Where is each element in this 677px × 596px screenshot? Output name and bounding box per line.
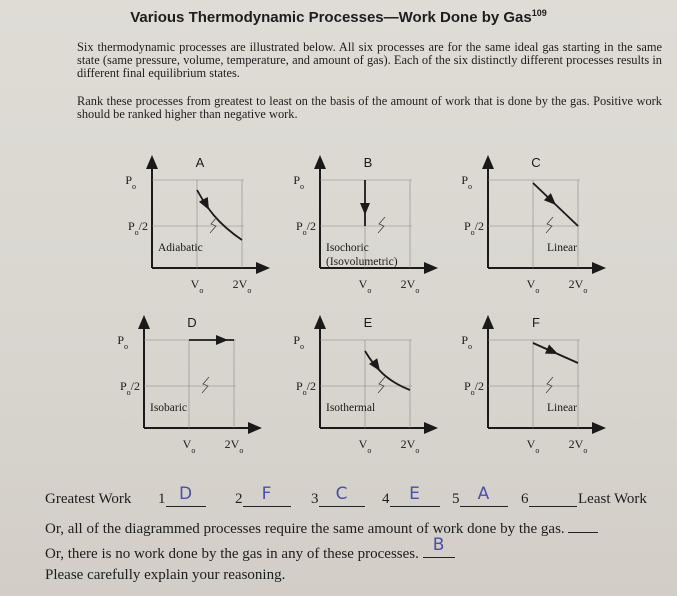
process-path <box>197 190 242 240</box>
explain-prompt: Please carefully explain your reasoning. <box>45 567 286 583</box>
rank-1-number: 1 <box>158 491 166 507</box>
greatest-work-label: Greatest Work <box>45 491 132 507</box>
subscript: o <box>583 445 588 455</box>
rank-4 <box>382 484 420 508</box>
subscript: o <box>367 285 372 295</box>
process-label: Adiabatic <box>158 242 203 254</box>
half: /2 <box>306 379 316 393</box>
no-work-option <box>45 535 455 563</box>
page-title <box>0 8 677 26</box>
graph-b-svg <box>280 153 440 298</box>
p-label: $P_o$ <box>125 173 136 191</box>
p-label: $P_o$ <box>293 333 304 351</box>
graph-letter: E <box>363 315 373 330</box>
squiggle-icon <box>210 217 217 233</box>
subscript: o <box>470 227 475 237</box>
squiggle-icon <box>546 217 553 233</box>
graph-c-svg <box>448 153 608 298</box>
rank-2-blank[interactable] <box>243 484 291 507</box>
squiggle-icon <box>546 377 553 393</box>
v-axis-arrow-icon <box>424 422 438 434</box>
half: /2 <box>130 379 140 393</box>
subscript: o <box>415 285 420 295</box>
rank-1-blank[interactable] <box>166 484 206 507</box>
subscript: o <box>247 285 252 295</box>
rank-5 <box>452 484 490 508</box>
subscript: o <box>124 341 128 351</box>
no-work-blank[interactable] <box>423 535 455 558</box>
p-axis-arrow-icon <box>146 155 158 169</box>
p-half-label: $P_o/2$ <box>295 219 316 237</box>
subscript: o <box>199 285 204 295</box>
direction-arrow-icon <box>545 345 560 359</box>
graph-a <box>112 153 272 303</box>
direction-arrow-icon <box>199 197 213 212</box>
v-label: $V_o$ <box>190 277 204 295</box>
subscript: o <box>239 445 244 455</box>
subscript: o <box>468 341 472 351</box>
graph-letter: F <box>532 315 540 330</box>
subscript: o <box>583 285 588 295</box>
rank-3-number: 3 <box>311 491 319 507</box>
process-label: Isobaric <box>150 402 188 414</box>
p-axis-arrow-icon <box>138 315 150 329</box>
subscript: o <box>302 387 307 397</box>
v2-label: $2V_o$ <box>224 437 244 455</box>
p-label: $P_o$ <box>293 173 304 191</box>
v-axis-arrow-icon <box>424 262 438 274</box>
subscript: o <box>367 445 372 455</box>
rank-1 <box>158 484 193 508</box>
process-label-2: (Isovolumetric) <box>326 256 398 268</box>
no-work-answer: B <box>432 535 445 555</box>
rank-6-blank[interactable] <box>529 491 577 507</box>
p-label: $P_o$ <box>461 333 472 351</box>
graph-d-svg <box>104 313 264 458</box>
process-path <box>365 351 410 390</box>
v2-label: $2V_o$ <box>400 277 420 295</box>
rank-2-answer: F <box>261 484 272 504</box>
p-half-label: $P_o/2$ <box>295 379 316 397</box>
rank-5-answer: A <box>477 484 490 504</box>
subscript: o <box>300 181 304 191</box>
graph-d <box>104 313 264 463</box>
v-label: $V_o$ <box>526 437 540 455</box>
subscript: o <box>132 181 136 191</box>
subscript: o <box>535 285 540 295</box>
graph-f-svg <box>448 313 608 458</box>
same-work-text: Or, all of the diagrammed processes require the same amount of work done by the gas. <box>45 521 565 537</box>
v2-label: $2V_o$ <box>400 437 420 455</box>
rank-3-blank[interactable] <box>319 484 365 507</box>
v-label: $V_o$ <box>182 437 196 455</box>
subscript: o <box>415 445 420 455</box>
process-label: Isothermal <box>326 402 376 414</box>
process-label: Isochoric <box>326 242 369 254</box>
rank-4-blank[interactable] <box>390 484 440 507</box>
p-half-label: $P_o/2$ <box>127 219 148 237</box>
rank-3-answer: C <box>335 484 348 504</box>
same-work-option <box>45 517 598 538</box>
squiggle-icon <box>378 217 385 233</box>
subscript: o <box>302 227 307 237</box>
intro-paragraph: Six thermodynamic processes are illustrated below. All six processes are for the same ideal gas starting in the same state (same pressure, volume, temperature, and amount of gas). Each of the six distinctly different processes results in different final equilibrium states. <box>77 40 662 80</box>
p-axis-arrow-icon <box>482 155 494 169</box>
p-axis-arrow-icon <box>314 315 326 329</box>
subscript: o <box>134 227 139 237</box>
p-label: $P_o$ <box>117 333 128 351</box>
rank-5-blank[interactable] <box>460 484 508 507</box>
graph-f <box>448 313 608 463</box>
subscript: o <box>468 181 472 191</box>
graph-c <box>448 153 608 303</box>
graph-b <box>280 153 440 303</box>
v-axis-arrow-icon <box>592 422 606 434</box>
v-label: $V_o$ <box>526 277 540 295</box>
squiggle-icon <box>378 377 385 393</box>
graph-letter: A <box>195 155 205 170</box>
graph-letter: D <box>187 315 197 330</box>
graph-letter: C <box>531 155 541 170</box>
subscript: o <box>470 387 475 397</box>
direction-arrow-icon <box>216 335 228 345</box>
p-half-label: $P_o/2$ <box>463 219 484 237</box>
p-half-label: $P_o/2$ <box>119 379 140 397</box>
graph-letter: B <box>363 155 373 170</box>
v-axis-arrow-icon <box>256 262 270 274</box>
direction-arrow-icon <box>360 203 370 215</box>
v-label: $V_o$ <box>358 437 372 455</box>
half: /2 <box>474 219 484 233</box>
graph-e-svg <box>280 313 440 458</box>
subscript: o <box>126 387 131 397</box>
v2-label: $2V_o$ <box>232 277 252 295</box>
rank-6 <box>521 491 529 508</box>
p-axis-arrow-icon <box>482 315 494 329</box>
subscript: o <box>535 445 540 455</box>
v-label: $V_o$ <box>358 277 372 295</box>
p-axis-arrow-icon <box>314 155 326 169</box>
v-axis-arrow-icon <box>592 262 606 274</box>
rank-3 <box>311 484 348 508</box>
no-work-text: Or, there is no work done by the gas in any of these processes. <box>45 546 419 562</box>
title-ref: 109 <box>531 8 547 18</box>
subscript: o <box>300 341 304 351</box>
rank-2 <box>235 484 272 508</box>
same-work-blank[interactable] <box>568 517 598 533</box>
graph-a-svg <box>112 153 272 298</box>
p-half-label: $P_o/2$ <box>463 379 484 397</box>
half: /2 <box>474 379 484 393</box>
ranking-row <box>45 484 665 511</box>
rank-1-answer: D <box>178 484 193 504</box>
v2-label: $2V_o$ <box>568 437 588 455</box>
graph-e <box>280 313 440 463</box>
rank-4-number: 4 <box>382 491 390 507</box>
rank-6-number: 6 <box>521 491 529 507</box>
v2-label: $2V_o$ <box>568 277 588 295</box>
subscript: o <box>191 445 196 455</box>
rank-2-number: 2 <box>235 491 243 507</box>
p-label: $P_o$ <box>461 173 472 191</box>
v-axis-arrow-icon <box>248 422 262 434</box>
half: /2 <box>306 219 316 233</box>
process-label: Linear <box>546 402 578 414</box>
squiggle-icon <box>202 377 209 393</box>
least-work-label: Least Work <box>578 491 647 507</box>
title-text: Various Thermodynamic Processes—Work Done by Gas <box>130 9 532 26</box>
rank-4-answer: E <box>409 484 420 504</box>
rank-5-number: 5 <box>452 491 460 507</box>
process-label: Linear <box>546 242 578 254</box>
half: /2 <box>138 219 148 233</box>
instruction-paragraph: Rank these processes from greatest to least on the basis of the amount of work that is done by the gas. Positive work should be ranked higher than negative work. <box>77 94 662 121</box>
